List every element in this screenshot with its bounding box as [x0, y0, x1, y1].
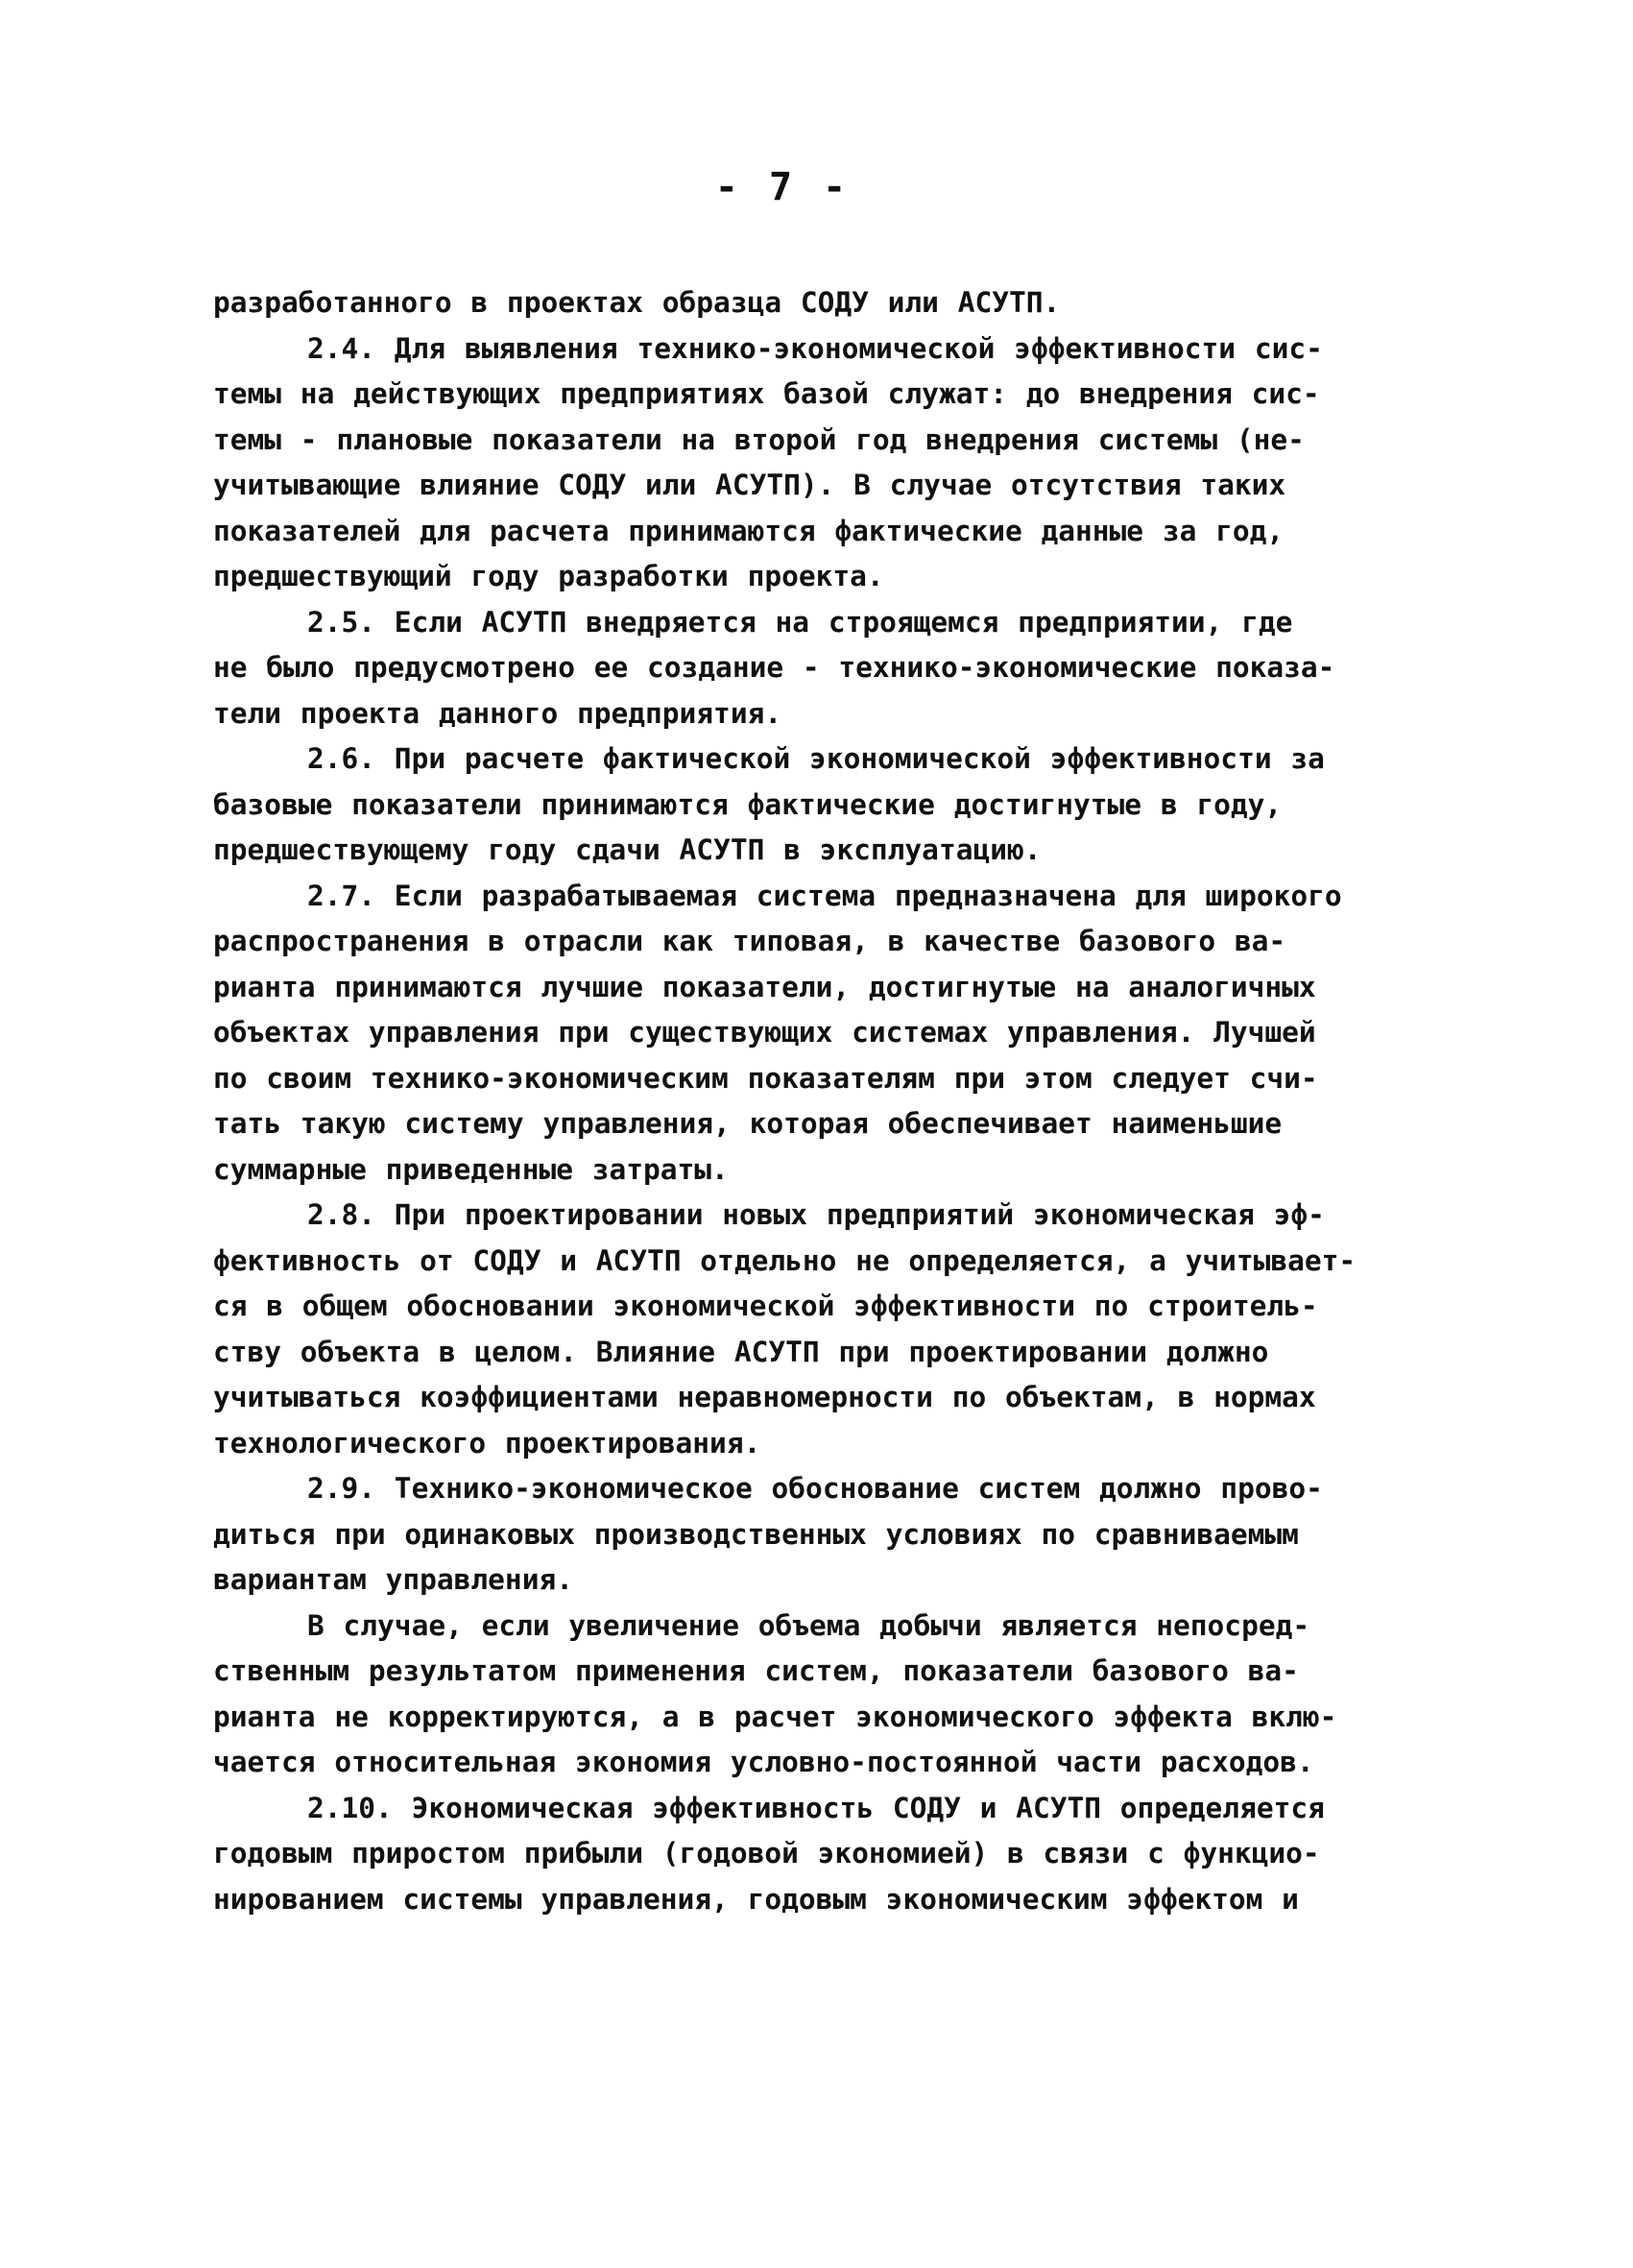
text-line: В случае, если увеличение объема добычи является непосред-: [307, 1608, 1310, 1642]
text-line: тели проекта данного предприятия.: [213, 696, 782, 730]
text-line: рианта не корректируются, а в расчет экономического эффекта вклю-: [213, 1700, 1337, 1733]
text-line: ся в общем обосновании экономической эффективности по строитель-: [213, 1290, 1318, 1322]
text-line: по своим технико-экономическим показателям при этом следует счи-: [213, 1061, 1318, 1095]
text-line: нированием системы управления, годовым экономическим эффектом и: [213, 1882, 1299, 1916]
text-line: распространения в отрасли как типовая, в качестве базового ва-: [213, 925, 1286, 957]
text-line: темы - плановые показатели на второй год внедрения системы (не-: [213, 422, 1305, 456]
text-line: фективность от СОДУ и АСУТП отдельно не определяется, а учитывает-: [213, 1243, 1357, 1277]
text-line: 2.5. Если АСУТП внедряется на строящемся предприятии, где: [307, 605, 1293, 639]
text-line: ственным результатом применения систем, показатели базового ва-: [213, 1654, 1299, 1687]
text-line: тать такую систему управления, которая обеспечивает наименьшие: [213, 1107, 1283, 1140]
text-line: 2.9. Технико-экономическое обоснование систем должно прово-: [307, 1472, 1323, 1505]
text-line: 2.7. Если разрабатываемая система предназначена для широкого: [307, 879, 1342, 912]
text-line: предшествующему году сдачи АСУТП в эксплуатацию.: [213, 833, 1042, 866]
text-line: не было предусмотрено ее создание - технико-экономические показа-: [213, 651, 1335, 684]
text-line: 2.10. Экономическая эффективность СОДУ и АСУТП определяется: [307, 1791, 1325, 1824]
body-text: [213, 280, 1452, 1922]
text-line: разработанного в проектах образца СОДУ или АСУТП.: [213, 286, 1061, 319]
text-line: 2.6. При расчете фактической экономической эффективности за: [307, 742, 1325, 775]
text-line: диться при одинаковых производственных условиях по сравниваемым: [213, 1517, 1299, 1551]
text-line: рианта принимаются лучшие показатели, достигнутые на аналогичных: [213, 970, 1316, 1003]
text-line: учитываться коэффициентами неравномерности по объектам, в нормах: [213, 1381, 1316, 1413]
text-line: темы на действующих предприятиях базой служат: до внедрения сис-: [213, 377, 1320, 410]
text-line: объектах управления при существующих системах управления. Лучшей: [213, 1016, 1316, 1049]
text-line: суммарные приведенные затраты.: [213, 1152, 729, 1186]
text-line: 2.8. При проектировании новых предприятий экономическая эф-: [307, 1198, 1325, 1231]
text-line: чается относительная экономия условно-постоянной части расходов.: [213, 1746, 1314, 1778]
text-line: вариантам управления.: [213, 1563, 573, 1596]
text-line: базовые показатели принимаются фактические достигнутые в году,: [213, 787, 1283, 821]
text-line: учитывающие влияние СОДУ или АСУТП). В случае отсутствия таких: [213, 469, 1286, 501]
text-line: ству объекта в целом. Влияние АСУТП при проектировании должно: [213, 1335, 1269, 1368]
text-line: предшествующий году разработки проекта.: [213, 560, 884, 592]
text-line: годовым приростом прибыли (годовой экономией) в связи с функцио-: [213, 1837, 1320, 1870]
text-line: технологического проектирования.: [213, 1426, 761, 1460]
text-line: показателей для расчета принимаются фактические данные за год,: [213, 514, 1285, 547]
text-line: 2.4. Для выявления технико-экономической эффективности сис-: [307, 331, 1323, 365]
page-number: - 7 -: [714, 165, 851, 209]
